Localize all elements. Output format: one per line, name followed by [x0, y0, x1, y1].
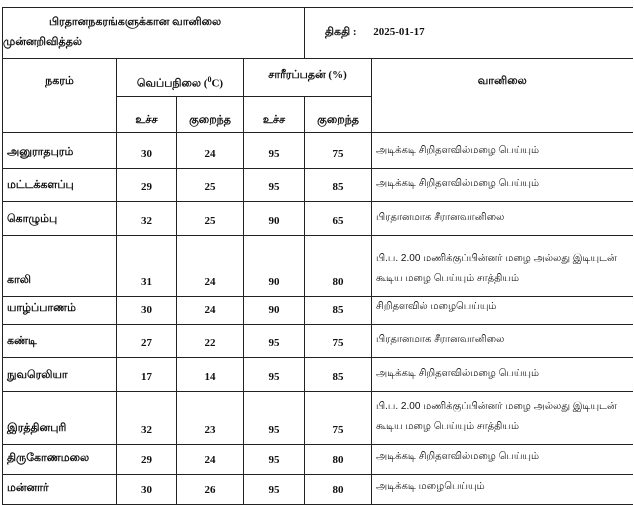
- city-cell: கண்டி: [3, 325, 117, 358]
- date-cell: [305, 8, 633, 59]
- weather-cell: அடிக்கடி சிறிதளவில்மழை பெய்யும்: [372, 169, 633, 202]
- humidity-min-cell: 75: [305, 133, 372, 169]
- city-cell: காலி: [3, 236, 117, 297]
- temp-max-cell: 30: [117, 297, 177, 325]
- humidity-max-cell: 90: [244, 297, 305, 325]
- humidity-min-cell: 85: [305, 169, 372, 202]
- city-cell: திருகோணமலை: [3, 445, 117, 475]
- table-row: [3, 236, 633, 297]
- humidity-min-cell: 75: [305, 392, 372, 445]
- temp-max-cell: 30: [117, 475, 177, 505]
- weather-cell: பி.ப. 2.00 மணிக்குப்பின்னர் மழை அல்லது இடியுடன் கூடிய மழை பெய்யும் சாத்தியம்: [372, 392, 633, 445]
- header-row: [3, 59, 633, 97]
- table-row: [3, 133, 633, 169]
- temp-max-cell: 30: [117, 133, 177, 169]
- title-row: [3, 8, 633, 59]
- city-cell: நுவரெலியா: [3, 358, 117, 392]
- humidity-min-cell: 75: [305, 325, 372, 358]
- hum-min-header: குறைந்த: [305, 97, 372, 133]
- humidity-max-cell: 95: [244, 325, 305, 358]
- city-cell: கொழும்பு: [3, 202, 117, 236]
- temp-max-cell: 32: [117, 202, 177, 236]
- date-value: 2025-01-17: [373, 26, 425, 38]
- temp-min-cell: 23: [177, 392, 244, 445]
- humidity-max-cell: 95: [244, 133, 305, 169]
- temp-min-cell: 14: [177, 358, 244, 392]
- humidity-max-cell: 95: [244, 392, 305, 445]
- forecast-table: [2, 7, 633, 505]
- date-label: திகதி :: [325, 26, 357, 38]
- temp-max-cell: 31: [117, 236, 177, 297]
- weather-cell: அடிக்கடி சிறிதளவில்மழை பெய்யும்: [372, 358, 633, 392]
- temp-max-header: உச்ச: [117, 97, 177, 133]
- weather-cell: அடிக்கடி சிறிதளவில்மழை பெய்யும்: [372, 445, 633, 475]
- degree-sup: 0: [207, 75, 212, 84]
- city-cell: யாழ்ப்பாணம்: [3, 297, 117, 325]
- humidity-max-cell: 90: [244, 236, 305, 297]
- col-humidity: சாரீரப்பதன் (%): [244, 59, 372, 97]
- city-cell: மட்டக்களப்பு: [3, 169, 117, 202]
- humidity-min-cell: 80: [305, 475, 372, 505]
- temp-min-cell: 24: [177, 133, 244, 169]
- city-cell: மன்னார்: [3, 475, 117, 505]
- hum-max-header: உச்ச: [244, 97, 305, 133]
- col-temperature: [117, 59, 244, 97]
- humidity-min-cell: 80: [305, 445, 372, 475]
- humidity-max-cell: 95: [244, 358, 305, 392]
- weather-cell: பிரதானமாக சீரானவானிலை: [372, 325, 633, 358]
- table-row: [3, 445, 633, 475]
- temperature-label: வெப்பநிலை (: [136, 77, 208, 90]
- humidity-min-cell: 65: [305, 202, 372, 236]
- temp-min-cell: 24: [177, 297, 244, 325]
- temp-max-cell: 29: [117, 445, 177, 475]
- temp-min-cell: 24: [177, 236, 244, 297]
- weather-cell: சிறிதளவில் மழைபெய்யும்: [372, 297, 633, 325]
- title-line1: பிரதானநகரங்களுக்கான வானிலை: [49, 16, 222, 28]
- humidity-max-cell: 95: [244, 475, 305, 505]
- col-weather: வானிலை: [372, 59, 633, 133]
- temp-min-cell: 22: [177, 325, 244, 358]
- temp-max-cell: 32: [117, 392, 177, 445]
- table-row: [3, 202, 633, 236]
- temp-min-cell: 24: [177, 445, 244, 475]
- weather-cell: அடிக்கடி சிறிதளவில்மழை பெய்யும்: [372, 133, 633, 169]
- city-cell: இரத்தினபுரி: [3, 392, 117, 445]
- temp-max-cell: 29: [117, 169, 177, 202]
- weather-cell: பிரதானமாக சீரானவானிலை: [372, 202, 633, 236]
- table-row: [3, 475, 633, 505]
- title-line2: முன்னறிவித்தல்: [3, 36, 82, 48]
- humidity-max-cell: 90: [244, 202, 305, 236]
- col-city: நகரம்: [3, 59, 117, 133]
- temp-min-header: குறைந்த: [177, 97, 244, 133]
- table-row: [3, 325, 633, 358]
- table-row: [3, 358, 633, 392]
- title-cell: [3, 8, 305, 59]
- temp-min-cell: 25: [177, 202, 244, 236]
- table-row: [3, 169, 633, 202]
- temp-max-cell: 27: [117, 325, 177, 358]
- temperature-unit: C): [211, 77, 224, 90]
- humidity-max-cell: 95: [244, 169, 305, 202]
- humidity-min-cell: 85: [305, 297, 372, 325]
- table-row: [3, 392, 633, 445]
- city-cell: அனுராதபுரம்: [3, 133, 117, 169]
- temp-min-cell: 26: [177, 475, 244, 505]
- humidity-min-cell: 80: [305, 236, 372, 297]
- table-row: [3, 297, 633, 325]
- humidity-max-cell: 95: [244, 445, 305, 475]
- temp-max-cell: 17: [117, 358, 177, 392]
- weather-cell: பி.ப. 2.00 மணிக்குப்பின்னர் மழை அல்லது இடியுடன் கூடிய மழை பெய்யும் சாத்தியம்: [372, 236, 633, 297]
- weather-cell: அடிக்கடி மழைபெய்யும்: [372, 475, 633, 505]
- humidity-min-cell: 85: [305, 358, 372, 392]
- temp-min-cell: 25: [177, 169, 244, 202]
